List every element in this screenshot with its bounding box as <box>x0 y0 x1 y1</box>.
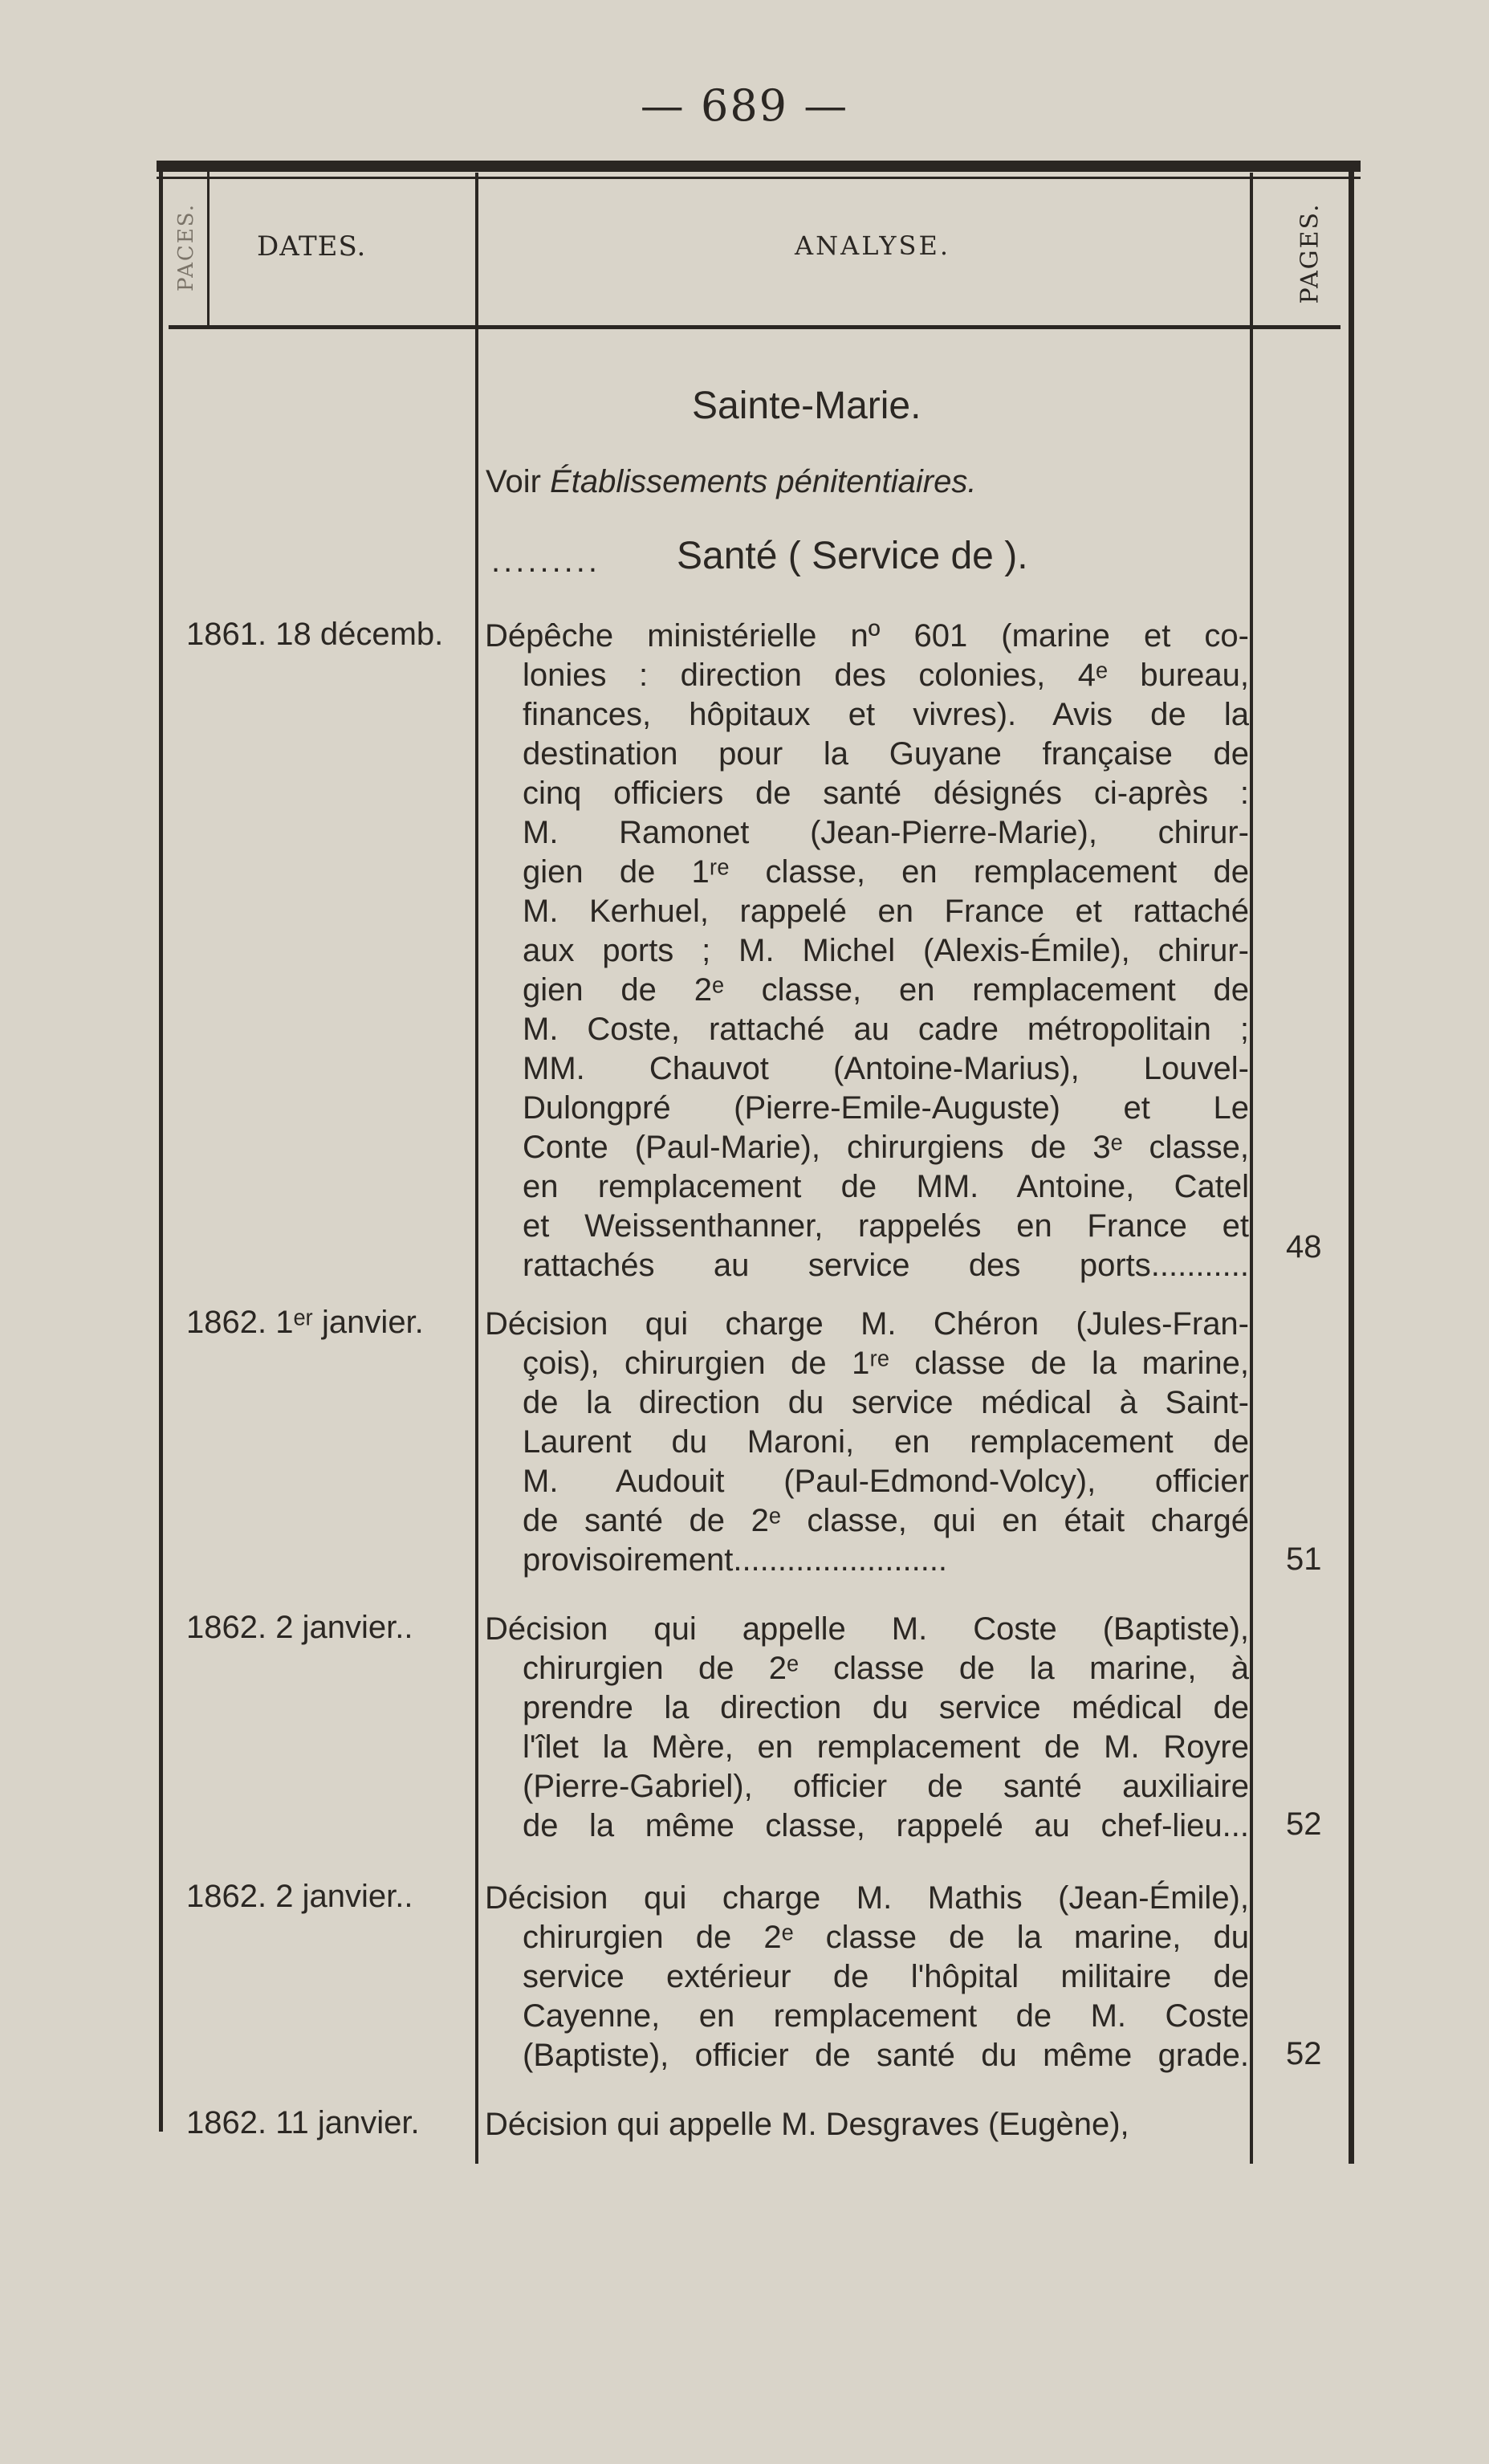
analysis-line: M. Kerhuel, rappelé en France et rattaché <box>523 894 1249 929</box>
header-pages: PAGES. <box>1296 202 1324 303</box>
left-narrow-col-divider <box>207 169 210 329</box>
entry-page-ref: 48 <box>1286 1229 1322 1265</box>
entry-analysis <box>485 1305 1249 1580</box>
analysis-line: Décision qui appelle M. Coste (Baptiste), <box>485 1611 1249 1647</box>
entry-date <box>186 617 443 653</box>
analysis-line: gien de 2ᵉ classe, en remplacement de <box>523 972 1249 1008</box>
analysis-line: finances, hôpitaux et vivres). Avis de la <box>523 697 1249 732</box>
analysis-line: destination pour la Guyane française de <box>523 736 1249 772</box>
analysis-line: service extérieur de l'hôpital militaire de <box>523 1959 1249 1994</box>
analysis-line: aux ports ; M. Michel (Alexis-Émile), chirur- <box>523 933 1249 968</box>
header-dates: DATES. <box>257 230 367 263</box>
header-bottom-rule <box>169 325 1341 329</box>
entry-page-ref: 51 <box>1286 1542 1322 1577</box>
analysis-line: cinq officiers de santé désignés ci-après : <box>523 776 1249 811</box>
entry-year: 1862. <box>186 1610 267 1645</box>
analysis-line: chirurgien de 2ᵉ classe de la marine, à <box>523 1651 1249 1686</box>
analysis-line: (Baptiste), officier de santé du même grade. <box>523 2038 1249 2073</box>
table-left-border <box>159 165 163 2132</box>
analysis-line: Cayenne, en remplacement de M. Coste <box>523 1998 1249 2034</box>
entry-day: 2 janvier.. <box>275 1879 413 1914</box>
analysis-line: (Pierre-Gabriel), officier de santé auxiliaire <box>523 1769 1249 1804</box>
entry-year: 1862. <box>186 1305 267 1340</box>
entry-analysis <box>485 617 1249 1285</box>
entry-date <box>186 1305 424 1341</box>
pages-col-divider <box>1250 173 1253 2164</box>
entry-date <box>186 1879 413 1915</box>
analysis-line: Décision qui charge M. Mathis (Jean-Émile), <box>485 1880 1249 1916</box>
analysis-line: Dulongpré (Pierre-Emile-Auguste) et Le <box>523 1090 1249 1126</box>
entry-page-ref: 52 <box>1286 2036 1322 2071</box>
analysis-line: M. Audouit (Paul-Edmond-Volcy), officier <box>523 1464 1249 1499</box>
analysis-line: en remplacement de MM. Antoine, Catel <box>523 1169 1249 1204</box>
analysis-line: provisoirement........................ <box>523 1542 948 1578</box>
analysis-line: et Weissenthanner, rappelés en France et <box>523 1208 1249 1244</box>
entry-analysis <box>485 2105 1249 2144</box>
analysis-line: M. Coste, rattaché au cadre métropolitain ; <box>523 1012 1249 1047</box>
entry-analysis <box>485 1610 1249 1846</box>
analysis-line: de la même classe, rappelé au chef-lieu... <box>523 1808 1249 1843</box>
header-analyse: ANALYSE. <box>795 230 950 261</box>
entry-day: 18 décemb. <box>275 617 444 652</box>
analysis-line: Laurent du Maroni, en remplacement de <box>523 1424 1249 1460</box>
entry-year: 1862. <box>186 2105 267 2140</box>
analysis-line: de la direction du service médical à Saint- <box>523 1385 1249 1420</box>
analysis-line: chirurgien de 2ᵉ classe de la marine, du <box>523 1920 1249 1955</box>
entry-day: 1ᵉʳ janvier. <box>275 1305 424 1340</box>
header-left-col: PACES. <box>174 202 198 291</box>
entry-date <box>186 1610 413 1646</box>
analysis-line: Décision qui charge M. Chéron (Jules-Fran- <box>485 1306 1249 1342</box>
entry-year: 1861. <box>186 617 267 652</box>
analysis-line: Dépêche ministérielle nº 601 (marine et co- <box>485 618 1249 654</box>
analysis-line: rattachés au service des ports........... <box>523 1248 1249 1283</box>
analysis-line: de santé de 2ᵉ classe, qui en était chargé <box>523 1503 1249 1538</box>
analysis-line: lonies : direction des colonies, 4ᵉ bureau, <box>523 658 1249 693</box>
section-title-sante: Santé ( Service de ). <box>677 535 1028 577</box>
analysis-line: Conte (Paul-Marie), chirurgiens de 3ᵉ classe, <box>523 1130 1249 1165</box>
table-top-rule <box>157 161 1361 172</box>
entry-analysis <box>485 1879 1249 2075</box>
analysis-line: gien de 1ʳᵉ classe, en remplacement de <box>523 854 1249 890</box>
section-title-sainte-marie: Sainte-Marie. <box>692 385 921 427</box>
see-reference: Établissements pénitentiaires. <box>550 464 977 499</box>
entry-date <box>186 2105 420 2141</box>
table-top-rule-thin <box>157 177 1361 179</box>
entry-page-ref: 52 <box>1286 1806 1322 1842</box>
entry-year: 1862. <box>186 1879 267 1914</box>
entry-day: 11 janvier. <box>275 2105 420 2140</box>
section-leader-dots: ......... <box>491 544 601 579</box>
analysis-line: çois), chirurgien de 1ʳᵉ classe de la marine, <box>523 1346 1249 1381</box>
analysis-line: Décision qui appelle M. Desgraves (Eugène), <box>485 2107 1129 2142</box>
dates-col-divider <box>475 173 478 2164</box>
table-right-border <box>1349 165 1354 2164</box>
analysis-line: prendre la direction du service médical de <box>523 1690 1249 1725</box>
analysis-line: M. Ramonet (Jean-Pierre-Marie), chirur- <box>523 815 1249 850</box>
page-number: — 689 — <box>640 80 849 131</box>
entry-day: 2 janvier.. <box>275 1610 413 1645</box>
cross-reference <box>486 464 976 500</box>
analysis-line: l'îlet la Mère, en remplacement de M. Royre <box>523 1729 1249 1765</box>
analysis-line: MM. Chauvot (Antoine-Marius), Louvel- <box>523 1051 1249 1086</box>
see-prefix: Voir <box>486 464 541 499</box>
